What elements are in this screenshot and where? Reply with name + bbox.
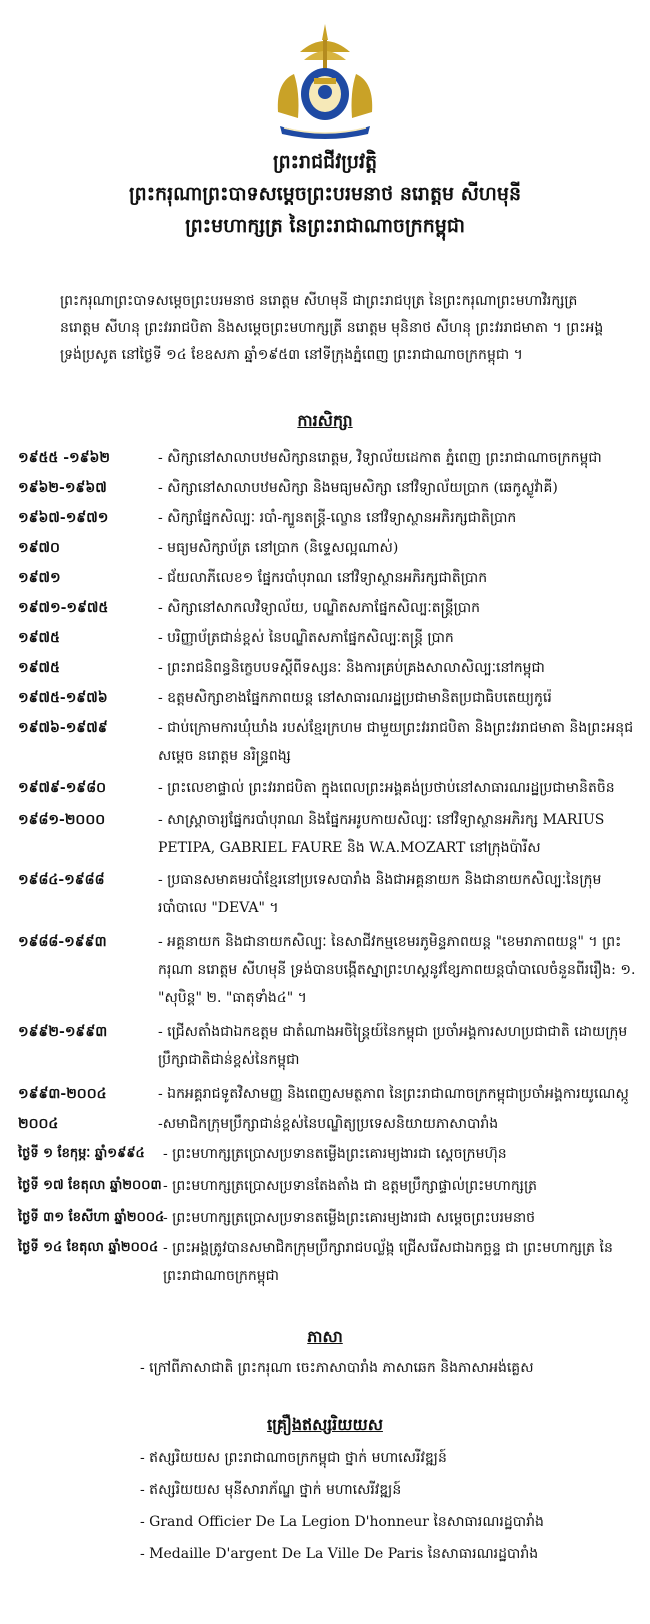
education-desc: - ព្រះមហាក្សត្រប្រោសប្រទានតែងតាំង ជា ឧត្តមប្រឹក្សាផ្ទាល់ព្រះមហាក្សត្រ — [163, 1178, 538, 1194]
document-subtitle-2: ព្រះមហាក្សត្រ នៃព្រះរាជាណាចក្រកម្ពុជា — [185, 215, 465, 237]
royal-coat-of-arms-icon — [270, 22, 380, 140]
education-date: ១៩៨១-២០០០ — [18, 812, 106, 828]
education-date: ថ្ងៃទី ១ ខែកុម្ភៈ ឆ្នាំ១៩៩៤ — [18, 1146, 145, 1161]
honors-heading: គ្រឿងឥស្សរិយយស — [267, 1415, 383, 1434]
education-desc: - សិក្សានៅសាលាបឋមសិក្សា និងមធ្យមសិក្សា នៅវិទ្យាល័យប្រាក (ឆេកូស្លូវ៉ាគី) — [158, 480, 558, 496]
education-desc: - ជាប់ក្រោមការឃុំឃាំង របស់ខ្មែរក្រហម ជាមួយព្រះវររាជបិតា និងព្រះវររាជមាតា និងព្រះអនុជ សម្តេច នរោត្តម នរិន្ទ្រពង្ស — [158, 720, 634, 764]
education-desc: - អគ្គនាយក និងជានាយកសិល្បៈ នៃសាជីវកម្មខេមរភូមិន្ទភាពយន្ត "ខេមរាភាពយន្ត" ។ ព្រះករុណា នរោត្តម សីហមុនី ទ្រង់បានបង្កើតស្នាព្រះហស្តនូវខ្សែភាពយន្តបាំបាលេចំនួនពីររឿង: ១. "សុបិន្ត" ២. "ធាតុទាំង៤" ។ — [158, 934, 636, 1006]
education-desc: - ព្រះលេខាផ្ទាល់ ព្រះវររាជបិតា ក្នុងពេលព្រះអង្គគង់ប្រថាប់នៅសាធារណរដ្ឋប្រជាមានិតចិន — [158, 780, 615, 796]
education-date: ១៩៦៧-១៩៧១ — [18, 510, 109, 526]
honor-item: - Medaille D'argent De La Ville De Paris នៃសាធារណរដ្ឋបារាំង — [140, 1546, 539, 1562]
education-desc: - ប្រធានសមាគមរបាំខ្មែរនៅប្រទេសបារាំង និងជាអគ្គនាយក និងជានាយកសិល្បៈនៃក្រុមរបាំបាលេ "DEVA" ។ — [158, 872, 602, 916]
document-subtitle: ព្រះករុណាព្រះបាទសម្តេចព្រះបរមនាថ នរោត្តម សីហមុនី — [128, 183, 522, 205]
education-heading: ការសិក្សា — [297, 411, 353, 430]
education-desc: -សមាជិកក្រុមប្រឹក្សាជាន់ខ្ពស់នៃបណ្ឌិត្យប្រទេសនិយាយភាសាបារាំង — [158, 1116, 499, 1132]
education-date: ១៩៧៥ — [18, 660, 60, 676]
education-desc: - សិក្សានៅសាលាបឋមសិក្សានរោត្តម, វិទ្យាល័យដេកាត ភ្នំពេញ ព្រះរាជាណាចក្រកម្ពុជា — [158, 450, 602, 466]
education-desc: - ព្រះអង្គត្រូវបានសមាជិកក្រុមប្រឹក្សារាជបល្ល័ង្ក ជ្រើសរើសជាឯកច្ឆន្ទ ជា ព្រះមហាក្សត្រ នៃព្រះរាជាណាចក្រកម្ពុជា — [163, 1240, 613, 1284]
education-date: ១៩៧១-១៩៧៥ — [18, 600, 109, 616]
education-date: ១៩៥៥ -១៩៦២ — [18, 450, 111, 466]
education-date: ១៩៧៦-១៩៧៩ — [18, 720, 108, 736]
honor-item: - ឥស្សរិយយស មុនីសារាភ័ណ្ឌ ថ្នាក់ មហាសេរីវឌ្ឍន៍ — [140, 1482, 402, 1498]
education-date: ១៩៧១ — [18, 570, 61, 586]
education-date: ថ្ងៃទី ១៧ ខែតុលា ឆ្នាំ២០០៣ — [18, 1178, 162, 1193]
education-date: ១៩៨៤-១៩៨៨ — [18, 872, 105, 888]
intro-paragraph: ព្រះករុណាព្រះបាទសម្តេចព្រះបរមនាថ នរោត្តម សីហមុនី ជាព្រះរាជបុត្រ នៃព្រះករុណាព្រះមហាវិរក្សត្រ នរោត្តម សីហនុ ព្រះវររាជបិតា និងសម្តេចព្រះមហាក្សត្រី នរោត្តម មុនិនាថ សីហនុ ព្រះវររាជមាតា ។ ព្រះអង្គទ្រង់ប្រសូត នៅថ្ងៃទី ១៤ ខែឧសភា ឆ្នាំ១៩៥៣ នៅទីក្រុងភ្នំពេញ ព្រះរាជាណាចក្រកម្ពុជា ។ — [60, 293, 604, 363]
education-desc: - ព្រះមហាក្សត្រប្រោសប្រទានតម្លើងព្រះគោរម្យងារជា សម្តេចព្រះបរមនាថ — [163, 1210, 536, 1226]
education-date: ១៩៧៩-១៩៨០ — [18, 780, 107, 796]
education-date: ១៩៦២-១៩៦៧ — [18, 480, 107, 496]
honor-item: - Grand Officier De La Legion D'honneur នៃសាធារណរដ្ឋបារាំង — [140, 1514, 544, 1530]
education-desc: - ឯកអគ្គរាជទូតវិសាមញ្ញ និងពេញសមត្ថភាព នៃព្រះរាជាណាចក្រកម្ពុជាប្រចាំអង្គការយូណេស្កូ — [158, 1086, 629, 1102]
education-desc: - ព្រះមហាក្សត្រប្រោសប្រទានតម្លើងព្រះគោរម្យងារជា ស្តេចក្រមហ៊ុន — [163, 1146, 507, 1162]
education-desc: - សិក្សានៅសាកលវិទ្យាល័យ, បណ្ឌិតសភាផ្នែកសិល្បៈតន្ត្រីប្រាក — [158, 600, 481, 616]
languages-text: - ក្រៅពីភាសាជាតិ ព្រះករុណា ចេះភាសាបារាំង ភាសាឆេក និងភាសាអង់គ្លេស — [140, 1360, 534, 1376]
education-date: ១៩៨៨-១៩៩៣ — [18, 934, 107, 950]
education-desc: - សាស្ត្រាចារ្យផ្នែករបាំបុរាណ និងផ្នែកអរូបកាយសិល្បៈ នៅវិទ្យាស្ថានអភិរក្ស MARIUS PETIPA, GABRIEL FAURE និង W.A.MOZART នៅក្រុងប៉ារីស — [158, 812, 605, 856]
education-desc: - បរិញ្ញាប័ត្រជាន់ខ្ពស់ នៃបណ្ឌិតសភាផ្នែកសិល្បៈតន្ត្រី ប្រាក — [158, 630, 454, 646]
education-date: ១៩៧០ — [18, 540, 60, 556]
honor-item: - ឥស្សរិយយស ព្រះរាជាណាចក្រកម្ពុជា ថ្នាក់ មហាសេរីវឌ្ឍន៍ — [140, 1450, 447, 1466]
education-desc: - មធ្យមសិក្សាប័ត្រ នៅប្រាក (និទ្ទេសល្អណាស់) — [158, 540, 399, 556]
education-desc: - ជ័យលាភីលេខ១ ផ្នែករបាំបុរាណ នៅវិទ្យាស្ថានអភិរក្សជាតិប្រាក — [158, 570, 488, 586]
education-date: ១៩៩៣-២០០៤ — [18, 1086, 107, 1102]
education-date: ១៩៧៥ — [18, 630, 60, 646]
education-desc: - ឧត្តមសិក្សាខាងផ្នែកភាពយន្ត នៅសាធារណរដ្ឋប្រជាមានិតប្រជាធិបតេយ្យកូរ៉េ — [158, 690, 552, 706]
education-date: ១៩៧៥-១៩៧៦ — [18, 690, 108, 706]
languages-heading: ភាសា — [307, 1327, 343, 1346]
education-desc: - ព្រះរាជនិពន្ធនិក្ខេបបទស្តីពីទស្សនៈ និងការគ្រប់គ្រងសាលាសិល្បៈនៅកម្ពុជា — [158, 660, 545, 676]
education-date: ២០០៤ — [18, 1116, 59, 1132]
education-date: ថ្ងៃទី ៣១ ខែសីហា ឆ្នាំ២០០៤ — [18, 1210, 165, 1225]
education-date: ១៩៩២-១៩៩៣ — [18, 1024, 108, 1040]
education-desc: - ជ្រើសតាំងជាឯកឧត្តម ជាតំណាងអចិន្ត្រៃយ៍នៃកម្ពុជា ប្រចាំអង្គការសហប្រជាជាតិ ដោយក្រុមប្រឹក្សាជាតិជាន់ខ្ពស់នៃកម្ពុជា — [158, 1024, 628, 1068]
education-desc: - សិក្សាផ្នែកសិល្បៈ របាំ-ក្បួនតន្ត្រី-ល្ខោន នៅវិទ្យាស្ថានអភិរក្សជាតិប្រាក — [158, 510, 517, 526]
education-date: ថ្ងៃទី ១៤ ខែតុលា ឆ្នាំ២០០៤ — [18, 1240, 159, 1255]
document-title: ព្រះរាជជីវប្រវត្តិ — [272, 151, 378, 173]
